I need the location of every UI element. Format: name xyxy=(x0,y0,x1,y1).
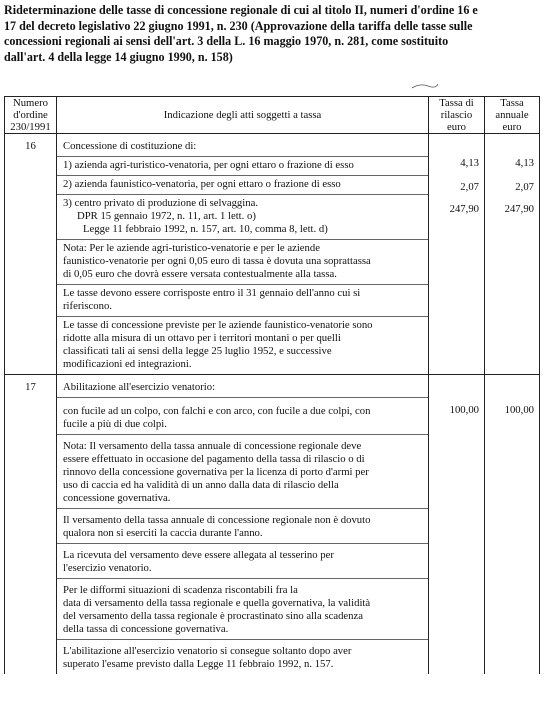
section-description xyxy=(57,134,429,375)
note-paragraph: La ricevuta del versamento deve essere allegata al tesserino per l'esercizio venatorio. xyxy=(57,544,428,579)
document-title xyxy=(4,3,540,65)
section-number: 16 xyxy=(5,134,57,375)
header-numero xyxy=(5,97,57,134)
item-1: con fucile ad un colpo, con falchi e con arco, con fucile a due colpi, con fucile a più di due colpi. xyxy=(57,398,428,435)
item-3: 3) centro privato di produzione di selvaggina. DPR 15 gennaio 1972, n. 11, art. 1 lett. o) Legge 11 febbraio 1992, n. 157, art. 10, comma 8, lett. d) xyxy=(57,195,428,240)
amount-annuale: 100,00 xyxy=(504,404,534,416)
table-row xyxy=(5,375,540,675)
note-paragraph: Per le difformi situazioni di scadenza riscontabili fra la data di versamento della tassa regionale e quella governativa, la validità del versamento della tassa regionale è procrastinato sino alla scadenza della tassa di concessione governativa. xyxy=(57,579,428,640)
table-row xyxy=(5,134,540,375)
item-3-ref: DPR 15 gennaio 1972, n. 11, art. 1 lett. o) xyxy=(77,210,256,222)
item-1: 1) azienda agri-turistico-venatoria, per ogni ettaro o frazione di esso xyxy=(57,157,428,176)
amount-annuale: 247,90 xyxy=(504,203,534,215)
amount-rilascio: 100,00 xyxy=(449,404,479,416)
title-line: Rideterminazione delle tasse di concessione regionale di cui al titolo II, numeri d'ordine 16 e xyxy=(4,3,478,17)
header-line: 230/1991 xyxy=(10,121,51,133)
header-rilascio xyxy=(429,97,485,134)
table-header-row xyxy=(5,97,540,134)
section-heading: Abilitazione all'esercizio venatorio: xyxy=(57,375,428,398)
section-heading: Concessione di costituzione di: xyxy=(57,134,428,157)
annuale-column xyxy=(485,134,540,375)
header-line: Tassa di xyxy=(439,97,474,109)
title-line: dall'art. 4 della legge 14 giugno 1990, n. 158) xyxy=(4,49,233,64)
header-line: euro xyxy=(447,121,466,133)
tax-table xyxy=(4,96,540,674)
header-line: annuale xyxy=(495,109,529,121)
title-line: concessioni regionali ai sensi dell'art. 3 della L. 16 maggio 1970, n. 281, come sostituito xyxy=(4,34,449,48)
rilascio-column xyxy=(429,375,485,675)
header-indicazione: Indicazione degli atti soggetti a tassa xyxy=(57,97,429,134)
title-line: 17 del decreto legislativo 22 giugno 1991, n. 230 (Approvazione della tariffa delle tasse sulle xyxy=(4,18,473,33)
amount-rilascio: 2,07 xyxy=(460,181,479,193)
amount-annuale: 2,07 xyxy=(515,181,534,193)
amount-annuale: 4,13 xyxy=(515,157,534,169)
header-line: Numero xyxy=(12,97,49,109)
header-line: rilascio xyxy=(440,109,473,121)
annuale-column xyxy=(485,375,540,675)
amount-rilascio: 4,13 xyxy=(460,157,479,169)
pen-mark-icon xyxy=(410,80,440,92)
note-paragraph: Nota: Il versamento della tassa annuale di concessione regionale deve essere effettuato in occasione del pagamento della tassa di rilascio o di rinnovo della concessione governativa per la licenza di porto d'armi per uso di caccia ed ha validità di un anno dalla data di rilascio della concessione governativa. xyxy=(57,435,428,509)
rilascio-column xyxy=(429,134,485,375)
item-3-ref: Legge 11 febbraio 1992, n. 157, art. 10, comma 8, lett. d) xyxy=(83,223,328,235)
note-paragraph: Le tasse devono essere corrisposte entro il 31 gennaio dell'anno cui si riferiscono. xyxy=(57,285,428,317)
note-paragraph: Nota: Per le aziende agri-turistico-venatorie e per le aziende faunistico-venatorie per ogni 0,05 euro di tassa è dovuta una soprattassa di 0,05 euro che dovrà essere versata contestualmente alla tassa. xyxy=(57,240,428,285)
note-paragraph: Il versamento della tassa annuale di concessione regionale non è dovuto qualora non si eserciti la caccia durante l'anno. xyxy=(57,509,428,544)
amount-rilascio: 247,90 xyxy=(449,203,479,215)
header-annuale xyxy=(485,97,540,134)
item-2: 2) azienda faunistico-venatoria, per ogni ettaro o frazione di esso xyxy=(57,176,428,195)
note-paragraph: L'abilitazione all'esercizio venatorio si consegue soltanto dopo aver superato l'esame previsto dalla Legge 11 febbraio 1992, n. 157. xyxy=(63,645,352,670)
section-number: 17 xyxy=(5,375,57,675)
section-description xyxy=(57,375,429,675)
header-line: Tassa xyxy=(500,97,524,109)
header-line: d'ordine xyxy=(13,109,48,121)
header-line: euro xyxy=(502,121,522,133)
note-paragraph: Le tasse di concessione previste per le aziende faunistico-venatorie sono ridotte alla misura di un ottavo per i territori montani o per quelli classificati tali ai sensi della legge 25 luglio 1952, e successive modificazioni ed integrazioni. xyxy=(63,319,373,370)
